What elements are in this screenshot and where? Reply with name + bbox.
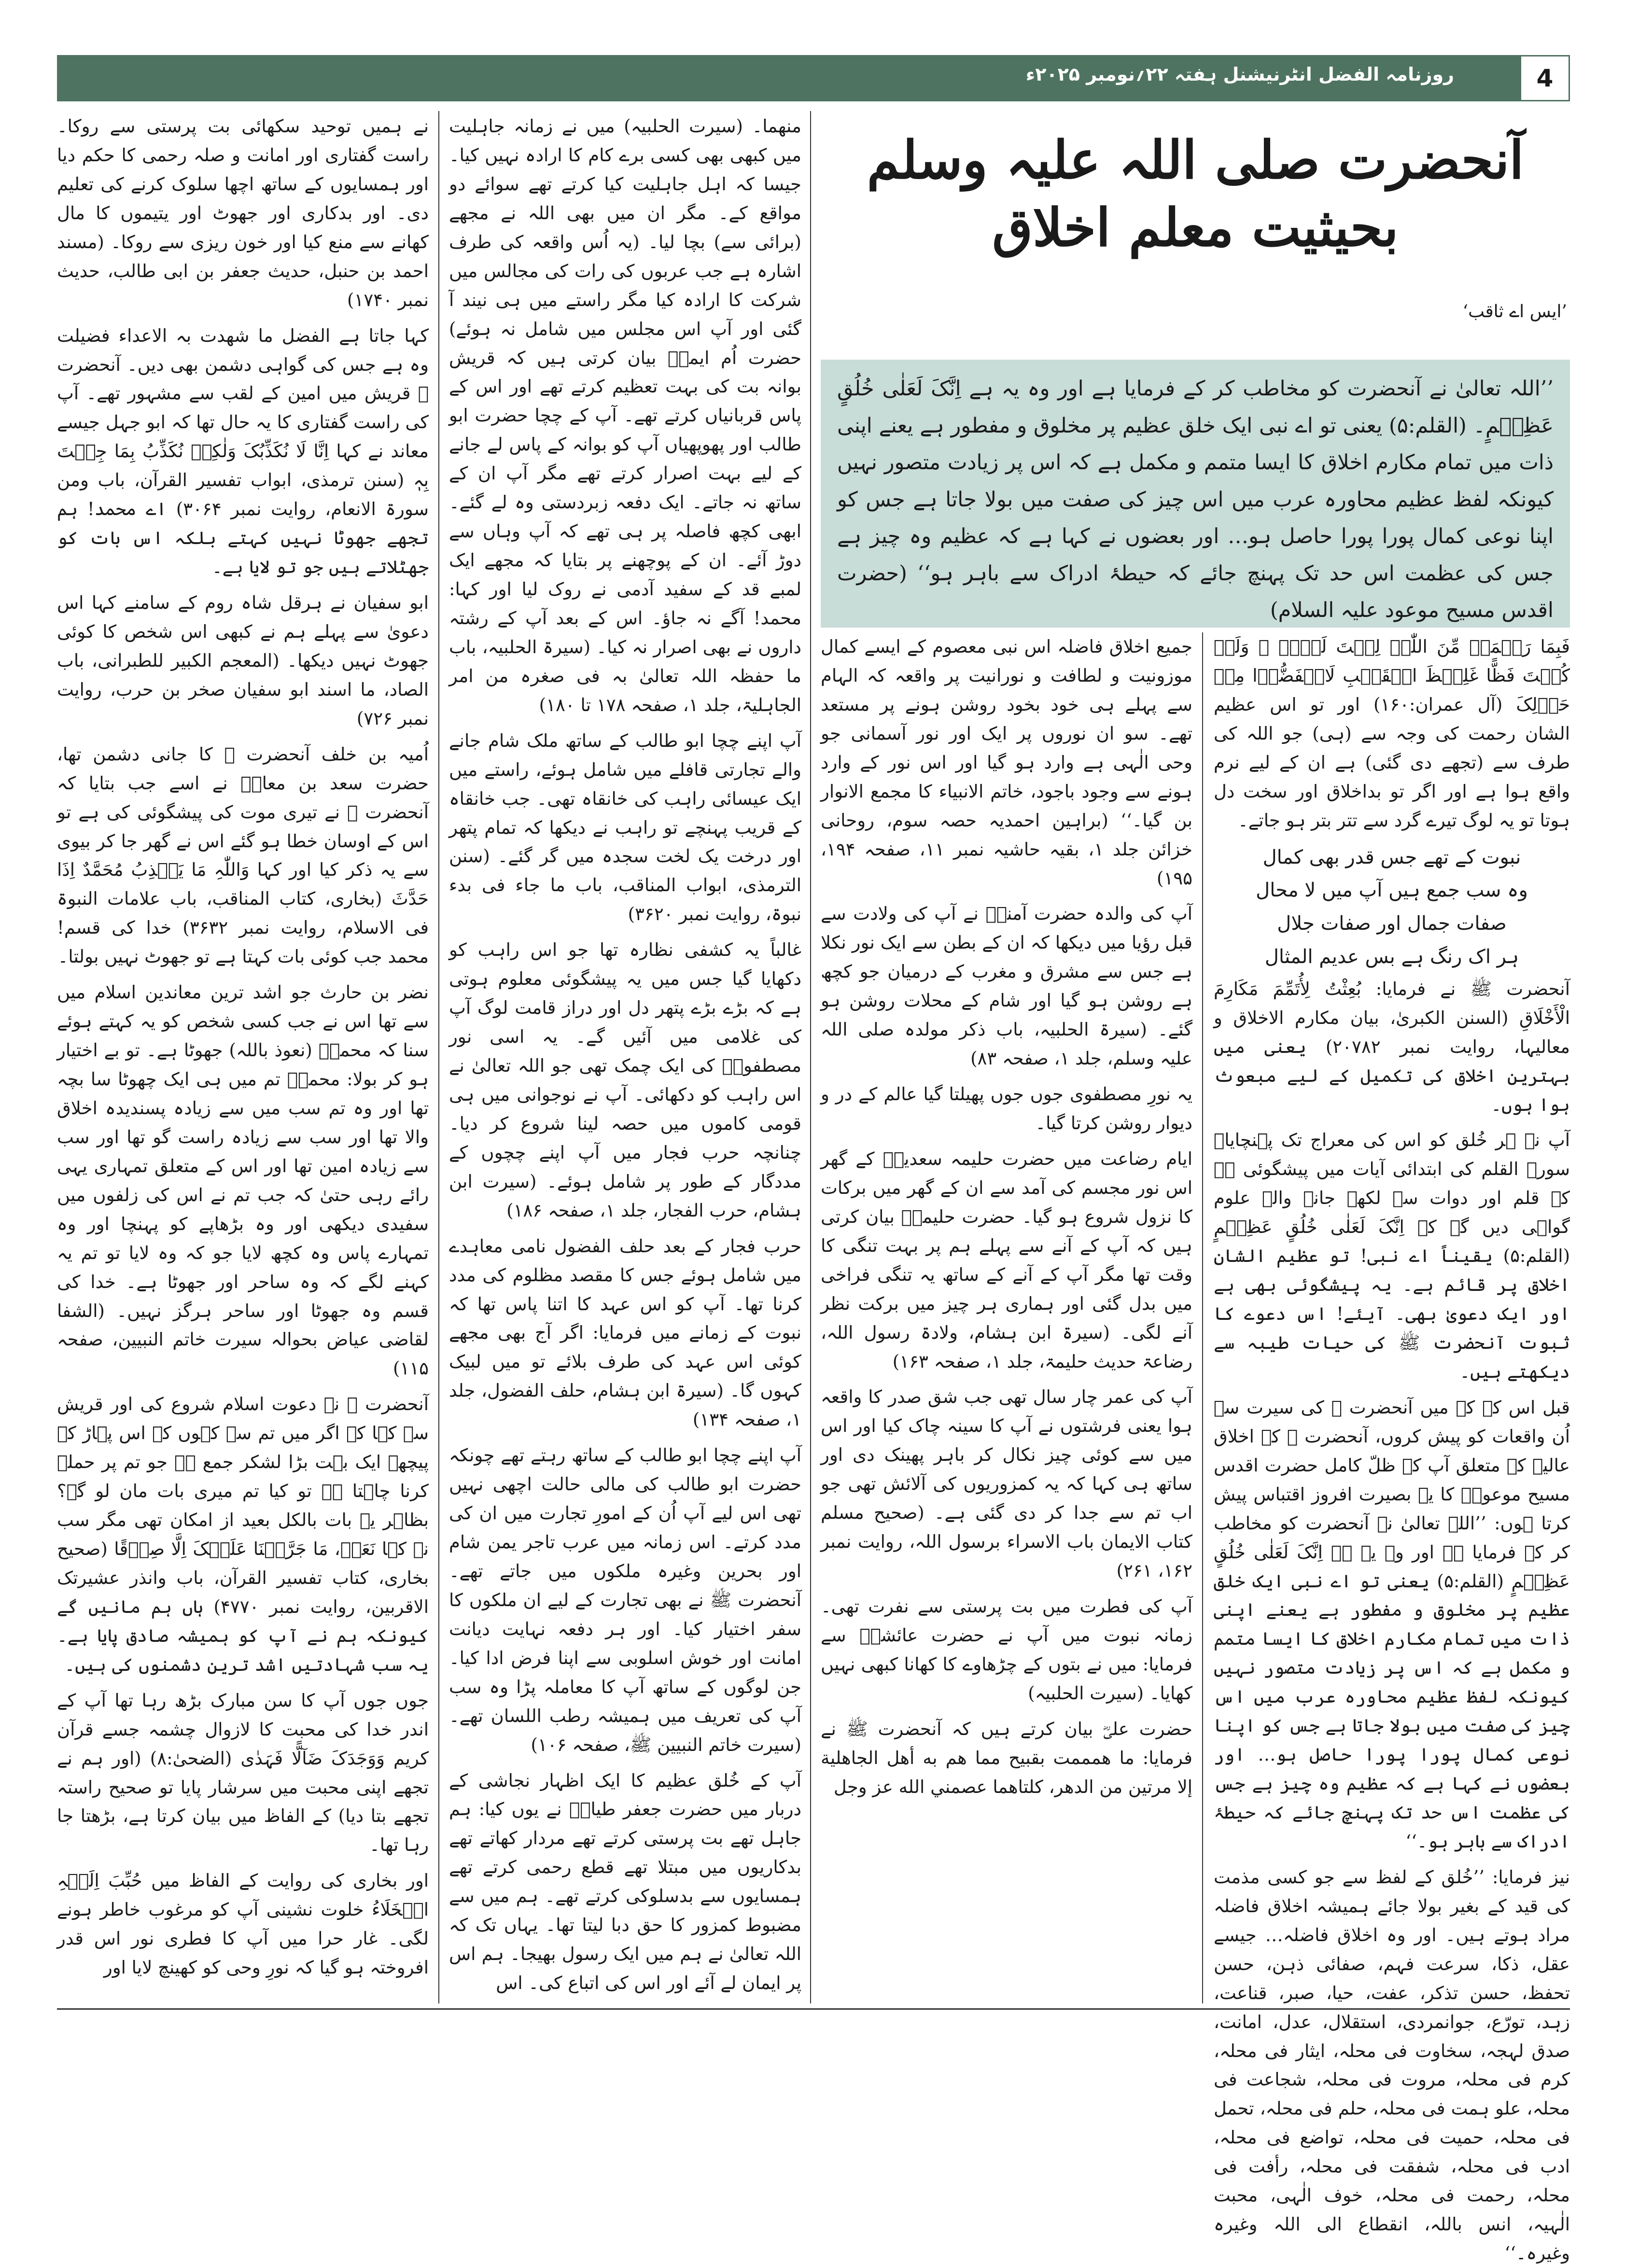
column-divider — [1202, 632, 1203, 2003]
paragraph: فَبِمَا رَحۡمَۃٍ مِّنَ اللّٰہِ لِنۡتَ لَہُمۡ ۚ وَلَوۡ کُنۡتَ فَظًّا غَلِیۡظَ الۡقَلۡبِ لَانۡفَضُّوۡا مِنۡ حَوۡلِکَ (آل عمران:۱۶۰) اور تو اس عظیم الشان رحمت کی وجہ سے (ہی) جو اللہ کی طرف سے (تجھے دی گئی) ہے ان کے لیے نرم واقع ہوا ہے اور اگر تو بداخلاق اور سخت دل ہوتا تو یہ لوگ تیرے گرد سے تتر بتر ہو جاتے۔ — [1214, 636, 1570, 831]
callout-text: ’’اللہ تعالیٰ نے آنحضرت کو مخاطب کر کے فرمایا ہے اور وہ یہ ہے اِنَّکَ لَعَلٰی خُلُقٍ عَظِیۡمٍ۔ (القلم:۵) یعنی تو اے نبی ایک خلق عظیم پر مخلوق و مفطور ہے یعنے اپنی ذات میں تمام مکارم اخلاق کا ایسا متمم و مکمل ہے کہ اس پر زیادت متصور نہیں کیونکہ لفظ عظیم محاورہ عرب میں اس چیز کی صفت میں بولا جاتا ہے جس کو اپنا نوعی کمال پورا پورا حاصل ہو… اور بعضوں نے کہا ہے کہ عظیم وہ چیز ہے جس کی عظمت اس حد تک پہنچ جائے کہ حیطۂ ادراک سے باہر ہو‘‘ (حضرت اقدس مسیح موعود علیہ السلام) — [837, 377, 1554, 623]
column-4 — [57, 112, 429, 2003]
paragraph: نے ہمیں توحید سکھائی بت پرستی سے روکا۔ راست گفتاری اور امانت و صلہ رحمی کا حکم دیا اور ہمسایوں کے ساتھ اچھا سلوک کرنے کی تعلیم دی۔ اور بدکاری اور جھوٹ اور یتیموں کا مال کھانے سے منع کیا اور خون ریزی سے روکا۔ (مسند احمد بن حنبل، حدیث جعفر بن ابی طالب، حدیث نمبر ۱۷۴۰) — [57, 116, 429, 310]
paragraph: حرب فجار کے بعد حلف الفضول نامی معاہدے میں شامل ہوئے جس کا مقصد مظلوم کی مدد کرنا تھا۔ آپ کو اس عہد کا اتنا پاس تھا کہ نبوت کے زمانے میں فرمایا: اگر آج بھی مجھے کوئی اس عہد کی طرف بلائے تو میں لبیک کہوں گا۔ (سیرۃ ابن ہشام، حلف الفضول، جلد ۱، صفحہ ۱۳۴) — [449, 1235, 802, 1430]
paragraph: آپ نے ہر خُلق کو اس کی معراج تک پہنچایا۔ سورۃ القلم کی ابتدائی آیات میں پیشگوئی ہے کہ قلم اور دوات سے لکھے جانے والے علوم گواہی دیں گے کہ اِنَّکَ لَعَلٰی خُلُقٍ عَظِیۡمٍ (القلم:۵) یقیناً اے نبی! تو عظیم الشان اخلاق پر قائم ہے۔ یہ پیشگوئی بھی ہے اور ایک دعویٰ بھی۔ آیئے! اس دعوے کا ثبوت آنحضرت ﷺ کی حیات طیبہ سے دیکھتے ہیں۔ — [1214, 1130, 1570, 1382]
column-divider — [810, 111, 811, 2003]
paragraph: آنحضرت ﷺ نے فرمایا: بُعِثْتُ لِأُتَمِّمَ مَكَارِمَ الْأَخْلَاقِ (السنن الکبریٰ، بیان مکارم الاخلاق و معالیہا، روایت نمبر ۲۰۷۸۲) یعنی میں بہترین اخلاق کی تکمیل کے لیے مبعوث ہوا ہوں۔ — [1214, 978, 1570, 1115]
paragraph: آپ کی عمر چار سال تھی جب شق صدر کا واقعہ ہوا یعنی فرشتوں نے آپ کا سینہ چاک کیا اور اس میں سے کوئی چیز نکال کر باہر پھینک دی اور ساتھ ہی کہا کہ یہ کمزوریوں کی آلائش تھی جو اب تم سے جدا کر دی گئی ہے۔ (صحیح مسلم کتاب الایمان باب الاسراء برسول اللہ، روایت نمبر ۱۶۲، ۲۶۱) — [821, 1386, 1193, 1582]
paragraph: قبل اس کے کہ میں آنحضرت ﷺ کی سیرت سے اُن واقعات کو پیش کروں، آنحضرت ﷺ کے اخلاق عالیہ کے متعلق آپ کے ظلّ کامل حضرت اقدس مسیح موعودؑ کا یہ بصیرت افروز اقتباس پیش کرتا ہوں: ’’اللہ تعالیٰ نے آنحضرت کو مخاطب کر کے فرمایا ہے اور وہ یہ ہے اِنَّکَ لَعَلٰی خُلُقٍ عَظِیۡمٍ (القلم:۵) یعنی تو اے نبی ایک خلق عظیم پر مخلوق و مفطور ہے یعنے اپنی ذات میں تمام مکارم اخلاق کا ایسا متمم و مکمل ہے کہ اس پر زیادت متصور نہیں کیونکہ لفظ عظیم محاورہ عرب میں اس چیز کی صفت میں بولا جاتا ہے جس کو اپنا نوعی کمال پورا پورا حاصل ہو… اور بعضوں نے کہا ہے کہ عظیم وہ چیز ہے جس کی عظمت اس حد تک پہنچ جائے کہ حیطۂ ادراک سے باہر ہو۔‘‘ — [1214, 1397, 1570, 1852]
paragraph: آنحضرت ﷺ نے دعوت اسلام شروع کی اور قریش سے کہا کہ اگر میں تم سے کہوں کہ اس پہاڑ کے پیچھے ایک بہت بڑا لشکر جمع ہے جو تم پر حملہ کرنا چاہتا ہے تو کیا تم میری بات مان لو گے؟ بظاہر یہ بات بالکل بعید از امکان تھی مگر سب نے کہا نَعَمۡ، مَا جَرَّبۡنَا عَلَیۡکَ اِلَّا صِدۡقًا (صحیح بخاری، کتاب تفسیر القرآن، باب وانذر عشیرتک الاقربین، روایت نمبر ۴۷۷۰) ہاں ہم مانیں گے کیونکہ ہم نے آپ کو ہمیشہ صادق پایا ہے۔ یہ سب شہادتیں اشد ترین دشمنوں کی ہیں۔ — [57, 1394, 429, 1675]
paragraph: آپ کے خُلق عظیم کا ایک اظہار نجاشی کے دربار میں حضرت جعفر طیارؓ نے یوں کیا: ہم جاہل تھے بت پرستی کرتے تھے مردار کھاتے تھے بدکاریوں میں مبتلا تھے قطع رحمی کرتے تھے ہمسایوں سے بدسلوکی کرتے تھے۔ ہم میں سے مضبوط کمزور کا حق دبا لیتا تھا۔ یہاں تک کہ اللہ تعالیٰ نے ہم میں ایک رسول بھیجا۔ ہم اس پر ایمان لے آئے اور اس کی اتباع کی۔ اس — [449, 1770, 801, 1994]
paragraph: آپ کی والدہ حضرت آمنہؓ نے آپ کی ولادت سے قبل رؤیا میں دیکھا کہ ان کے بطن سے ایک نور نکلا ہے جس سے مشرق و مغرب کے درمیان جو کچھ ہے روشن ہو گیا اور شام کے محلات روشن ہو گئے۔ (سیرۃ الحلبیہ، باب ذکر مولدہ صلی اللہ علیہ وسلم، جلد ۱، صفحہ ۸۳) — [821, 903, 1192, 1069]
header-title: روزنامہ الفضل انٹرنیشنل ہفتہ ۲۲؍نومبر ۲۰۲۵ء — [1025, 64, 1454, 85]
paragraph: نیز فرمایا: ’’خُلق کے لفظ سے جو کسی مذمت کی قید کے بغیر بولا جائے ہمیشہ اخلاق فاضلہ مراد ہوتے ہیں۔ اور وہ اخلاق فاضلہ… جیسے عقل، ذکا، سرعت فہم، صفائی ذہن، حسن تحفظ، حسن تذکر، عفت، حیا، صبر، قناعت، زہد، تورّع، جوانمردی، استقلال، عدل، امانت، صدق لہجہ، سخاوت فی محلہ، ایثار فی محلہ، کرم فی محلہ، مروت فی محلہ، شجاعت فی محلہ، علو ہمت فی محلہ، حلم فی محلہ، تحمل فی محلہ، حمیت فی محلہ، تواضع فی محلہ، ادب فی محلہ، شفقت فی محلہ، رأفت فی محلہ، رحمت فی محلہ، خوف الٰہی، محبت الٰہیہ، انس باللہ، انقطاع الی اللہ وغیرہ وغیرہ۔‘‘ — [1214, 1866, 1570, 2264]
paragraph: ابو سفیان نے ہرقل شاہ روم کے سامنے کہا اس دعویٰ سے پہلے ہم نے کبھی اس شخص کا کوئی جھوٹ نہیں دیکھا۔ (المعجم الکبیر للطبرانی، باب الصاد، ما اسند ابو سفیان صخر بن حرب، روایت نمبر ۷۲۶) — [57, 592, 429, 729]
header-bar — [57, 55, 1570, 101]
page-number: 4 — [1520, 55, 1570, 101]
article-title: آنحضرت صلی اللہ علیہ وسلم بحیثیت معلم اخلاق — [867, 130, 1524, 259]
paragraph: نبوت کے تھے جس قدر بھی کمال — [1262, 846, 1521, 868]
paragraph: ہر اک رنگ ہے بس عدیم المثال — [1264, 945, 1519, 968]
paragraph: یہ نورِ مصطفوی جوں جوں پھیلتا گیا عالم کے در و دیوار روشن کرتا گیا۔ — [821, 1084, 1192, 1134]
paragraph: حضرت علیؓ بیان کرتے ہیں کہ آنحضرت ﷺ نے فرمایا: ما همممت بقبيح مما هم به أهل الجاهلية إلا مرتين من الدهر، كلتاهما عصمني الله عز وجل — [821, 1718, 1192, 1797]
paragraph: آپ اپنے چچا ابو طالب کے ساتھ ملک شام جانے والے تجارتی قافلے میں شامل ہوئے، راستے میں ایک عیسائی راہب کی خانقاہ تھی۔ جب خانقاہ کے قریب پہنچے تو راہب نے دیکھا کہ تمام پتھر اور درخت یک لخت سجدہ میں گر گئے۔ (سنن الترمذی، ابواب المناقب، باب ما جاء فی بدء نبوۃ، روایت نمبر ۳۶۲۰) — [449, 730, 801, 925]
paragraph: نضر بن حارث جو اشد ترین معاندین اسلام میں سے تھا اس نے جب کسی شخص کو یہ کہتے ہوئے سنا کہ محمدؐ (نعوذ باللہ) جھوٹا ہے۔ تو بے اختیار ہو کر بولا: محمدؐ تم میں ہی ایک چھوٹا سا بچہ تھا اور وہ تم سب میں سے زیادہ پسندیدہ اخلاق والا تھا اور سب سے زیادہ راست گو تھا اور سب سے زیادہ امین تھا اور اس کے متعلق تمہاری یہی رائے رہی حتیٰ کہ جب تم نے اس کی زلفوں میں سفیدی دیکھی اور وہ بڑھاپے کو پہنچا اور وہ تمہارے پاس وہ کچھ لایا جو کہ وہ لایا تو تم یہ کہنے لگے کہ وہ ساحر اور جھوٹا ہے۔ خدا کی قسم وہ جھوٹا اور ساحر ہرگز نہیں۔ (الشفا لقاضی عیاض بحوالہ سیرت خاتم النبیین، صفحہ ۱۱۵) — [57, 982, 429, 1379]
column-3 — [449, 112, 801, 2003]
paragraph: غالباً یہ کشفی نظارہ تھا جو اس راہب کو دکھایا گیا جس میں یہ پیشگوئی معلوم ہوتی ہے کہ بڑے بڑے پتھر دل اور دراز قامت لوگ آپ کی غلامی میں آئیں گے۔ یہ اسی نور مصطفویؐ کی ایک چمک تھی جو اللہ تعالیٰ نے اس راہب کو دکھائی۔ آپ نے نوجوانی میں ہی قومی کاموں میں حصہ لینا شروع کر دیا۔ چنانچہ حرب فجار میں آپ اپنے چچوں کے مددگار کے طور پر شامل ہوئے۔ (سیرت ابن ہشام، حرب الفجار، جلد ۱، صفحہ ۱۸۶) — [449, 939, 801, 1221]
bottom-rule — [57, 2008, 1570, 2010]
paragraph: جوں جوں آپ کا سن مبارک بڑھ رہا تھا آپ کے اندر خدا کی محبت کا لازوال چشمہ جسے قرآن کریم وَوَجَدَکَ ضَآلًّا فَہَدٰی (الضحیٰ:۸) (اور ہم نے تجھے اپنی محبت میں سرشار پایا تو صحیح راستہ تجھے بتا دیا) کے الفاظ میں بیان کرتا ہے، بڑھتا جا رہا تھا۔ — [57, 1690, 429, 1856]
paragraph: وہ سب جمع ہیں آپ میں لا محال — [1256, 879, 1528, 902]
paragraph: صفات جمال اور صفات جلال — [1277, 912, 1507, 935]
paragraph: کہا جاتا ہے الفضل ما شھدت بہ الاعداء فضیلت وہ ہے جس کی گواہی دشمن بھی دیں۔ آنحضرت ﷺ قریش میں امین کے لقب سے مشہور تھے۔ آپ کی راست گفتاری کا یہ حال تھا کہ ابو جہل جیسے معاند نے کہا اِنَّا لَا نُکَذِّبُکَ وَلٰکِنۡ نُکَذِّبُ بِمَا جِئۡتَ بِہٖ (سنن ترمذی، ابواب تفسیر القرآن، باب ومن سورۃ الانعام، روایت نمبر ۳۰۶۴) اے محمد! ہم تجھے جھوٹا نہیں کہتے بلکہ اس بات کو جھٹلاتے ہیں جو تو لایا ہے۔ — [57, 325, 429, 578]
paragraph: آپ اپنے چچا ابو طالب کے ساتھ رہتے تھے چونکہ حضرت ابو طالب کی مالی حالت اچھی نہیں تھی اس لیے آپ اُن کے امورِ تجارت میں ان کی مدد کرتے۔ اس زمانہ میں عرب تاجر یمن شام اور بحرین وغیرہ ملکوں میں جاتے تھے۔ آنحضرت ﷺ نے بھی تجارت کے لیے ان ملکوں کا سفر اختیار کیا۔ اور ہر دفعہ نہایت دیانت امانت اور خوش اسلوبی سے اپنا فرض ادا کیا۔ جن لوگوں کے ساتھ آپ کا معاملہ پڑا وہ سب آپ کی تعریف میں ہمیشہ رطب اللسان تھے۔ (سیرت خاتم النبیین ﷺ، صفحہ ۱۰۶) — [449, 1445, 802, 1755]
paragraph: اور بخاری کی روایت کے الفاظ میں حُبِّبَ اِلَیۡہِ الۡخَلَاءُ خلوت نشینی آپ کو مرغوب خاطر ہونے لگی۔ غار حرا میں آپ کا فطری نور اس قدر افروختہ ہو گیا کہ نورِ وحی کو کھینچ لایا اور — [57, 1870, 429, 1978]
paragraph: ایام رضاعت میں حضرت حلیمہ سعدیہؓ کے گھر اس نور مجسم کی آمد سے ان کے گھر میں برکات کا نزول شروع ہو گیا۔ حضرت حلیمہؓ بیان کرتی ہیں کہ آپ کے آنے سے پہلے ہم پر بہت تنگی کا وقت تھا مگر آپ کے آنے کے ساتھ یہ تنگی فراخی میں بدل گئی اور ہماری ہر چیز میں برکت نظر آنے لگی۔ (سیرۃ ابن ہشام، ولادۃ رسول اللہ، رضاعۃ حدیث حلیمۃ، جلد ۱، صفحہ ۱۶۳) — [821, 1148, 1192, 1372]
quote-callout — [821, 360, 1570, 628]
article-byline: ’ایس اے ثاقب‘ — [1462, 302, 1567, 322]
column-1 — [1214, 632, 1570, 2264]
paragraph: آپ کی فطرت میں بت پرستی سے نفرت تھی۔ زمانہ نبوت میں آپ نے حضرت عائشہؓ سے فرمایا: میں نے بتوں کے چڑھاوے کا کھانا کبھی نہیں کھایا۔ (سیرت الحلبیہ) — [821, 1596, 1192, 1704]
paragraph: جمیع اخلاق فاضلہ اس نبی معصوم کے ایسے کمال موزونیت و لطافت و نورانیت پر واقعہ کہ الہام سے پہلے ہی خود بخود روشن ہونے پر مستعد تھے۔ سو ان نوروں پر ایک اور نور آسمانی جو وحی الٰہی ہے وارد ہو گیا اور اس نور کے وارد ہونے سے وجود باجود، خاتم الانبیاء کا مجمع الانوار بن گیا۔‘‘ (براہین احمدیہ حصہ سوم، روحانی خزائن جلد ۱، بقیہ حاشیہ نمبر ۱۱، صفحہ ۱۹۴، ۱۹۵) — [821, 636, 1192, 889]
paragraph: منھما۔ (سیرت الحلبیہ) میں نے زمانہ جاہلیت میں کبھی بھی کسی برے کام کا ارادہ نہیں کیا۔ جیسا کہ اہل جاہلیت کیا کرتے تھے سوائے دو مواقع کے۔ مگر ان میں بھی اللہ نے مجھے (برائی سے) بچا لیا۔ (یہ اُس واقعہ کی طرف اشارہ ہے جب عربوں کی رات کی مجالس میں شرکت کا ارادہ کیا مگر راستے میں ہی نیند آ گئی اور آپ اس مجلس میں شامل نہ ہوئے) حضرت اُم ایمنؓ بیان کرتی ہیں کہ قریش بوانہ بت کی بہت تعظیم کرتے تھے اور اس کے پاس قربانیاں کرتے تھے۔ آپ کے چچا حضرت ابو طالب اور پھوپھیاں آپ کو بوانہ کے پاس لے جانے کے لیے بہت اصرار کرتے تھے مگر آپ ان کے ساتھ نہ جاتے۔ ایک دفعہ زبردستی وہ لے گئے۔ ابھی کچھ فاصلہ پر ہی تھے کہ آپ وہاں سے دوڑ آئے۔ ان کے پوچھنے پر بتایا کہ مجھے ایک لمبے قد کے سفید آدمی نے روک لیا اور کہا: محمد! آگے نہ جاؤ۔ اس کے بعد آپ کے رشتہ داروں نے بھی اصرار نہ کیا۔ (سیرۃ الحلبیہ، باب ما حفظہ اللہ تعالیٰ بہ فی صغرہ من امر الجاہلیۃ، جلد ۱، صفحہ ۱۷۸ تا ۱۸۰) — [449, 116, 801, 715]
column-2 — [821, 632, 1192, 2003]
column-divider — [438, 111, 439, 2003]
paragraph: اُمیہ بن خلف آنحضرت ﷺ کا جانی دشمن تھا، حضرت سعد بن معاذؓ نے اسے جب بتایا کہ آنحضرت ﷺ نے تیری موت کی پیشگوئی کی ہے تو اس کے اوسان خطا ہو گئے اس نے گھر جا کر بیوی سے یہ ذکر کیا اور کہا وَاللّٰہِ مَا یَکۡذِبُ مُحَمَّدٌ اِذَا حَدَّثَ (بخاری، کتاب المناقب، باب علامات النبوۃ فی الاسلام، روایت نمبر ۳۶۳۲) خدا کی قسم! محمد جب کوئی بات کہتا ہے تو جھوٹ نہیں بولتا۔ — [57, 743, 429, 967]
